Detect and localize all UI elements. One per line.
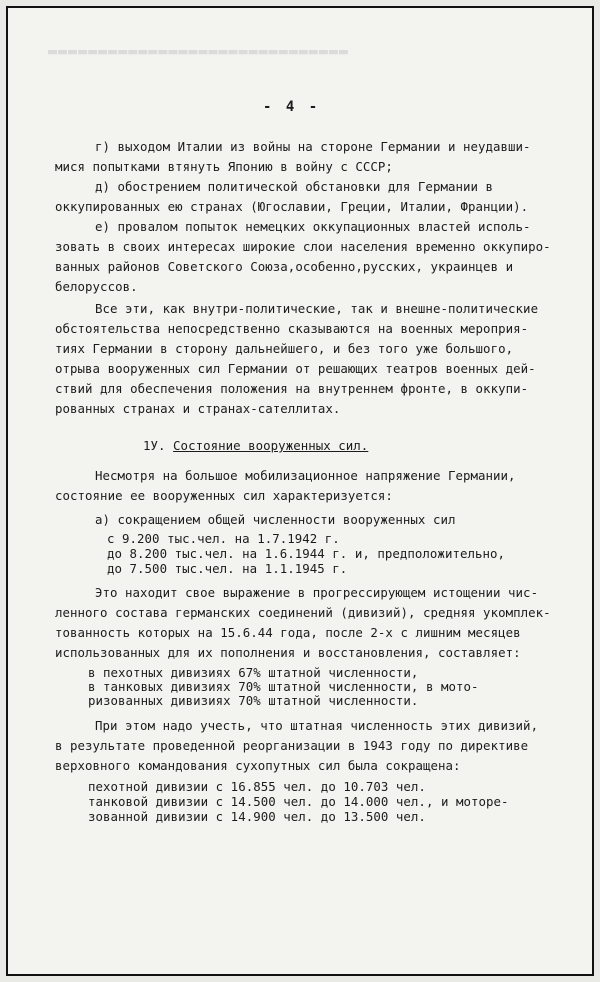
- depletion-line-4: использованных для их пополнения и восстановления, составляет:: [55, 645, 521, 660]
- document-page: [6, 6, 594, 976]
- reduction-line-2: танковой дивизии с 14.500 чел. до 14.000 чел., и моторе-: [88, 794, 509, 809]
- staffing-line-2: в танковых дивизиях 70% штатной численности, в мото-: [88, 679, 479, 694]
- item-e-line-3: ванных районов Советского Союза,особенно,русских, украинцев и: [55, 259, 514, 274]
- item-e-line-1: е) провалом попыток немецких оккупационных властей исполь-: [95, 219, 531, 234]
- summary-line-4: отрыва вооруженных сил Германии от решающих театров военных дей-: [55, 361, 536, 376]
- reduction-line-3: зованной дивизии с 14.900 чел. до 13.500 чел.: [88, 809, 426, 824]
- section-heading: [143, 440, 368, 452]
- staffing-line-3: ризованных дивизиях 70% штатной численности.: [88, 693, 419, 708]
- section-title: Состояние вооруженных сил.: [173, 438, 369, 453]
- depletion-line-2: ленного состава германских соединений (дивизий), средняя укомплек-: [55, 605, 551, 620]
- reorg-line-3: верховного командования сухопутных сил была сокращена:: [55, 758, 461, 773]
- item-d-line-1: д) обострением политической обстановки для Германии в: [95, 179, 494, 194]
- show-through-text: ▬▬▬▬▬▬▬▬▬▬▬▬▬▬▬▬▬▬▬▬▬▬▬▬▬▬▬▬▬▬: [48, 42, 349, 60]
- depletion-line-3: тованность которых на 15.6.44 года, после 2-х с лишним месяцев: [55, 625, 521, 640]
- page-number: - 4 -: [263, 99, 321, 115]
- summary-line-5: ствий для обеспечения положения на внутреннем фронте, в оккупи-: [55, 381, 529, 396]
- item-e-line-2: зовать в своих интересах широкие слои населения временно оккупиро-: [55, 239, 551, 254]
- reorg-line-2: в результате проведенной реорганизации в 1943 году по директиве: [55, 738, 529, 753]
- strength-line-2: до 8.200 тыс.чел. на 1.6.1944 г. и, предположительно,: [107, 546, 506, 561]
- item-a-line: а) сокращением общей численности вооруженных сил: [95, 512, 456, 527]
- item-e-line-4: белоруссов.: [55, 279, 138, 294]
- intro-line-1: Несмотря на большое мобилизационное напряжение Германии,: [95, 468, 516, 483]
- summary-line-6: рованных странах и странах-сателлитах.: [55, 401, 341, 416]
- item-g-line-1: г) выходом Италии из войны на стороне Германии и неудавши-: [95, 139, 531, 154]
- summary-line-2: обстоятельства непосредственно сказываются на военных мероприя-: [55, 321, 529, 336]
- summary-line-3: тиях Германии в сторону дальнейшего, и без того уже большого,: [55, 341, 514, 356]
- strength-line-1: с 9.200 тыс.чел. на 1.7.1942 г.: [107, 531, 340, 546]
- reduction-line-1: пехотной дивизии с 16.855 чел. до 10.703 чел.: [88, 779, 426, 794]
- item-g-line-2: мися попытками втянуть Японию в войну с СССР;: [55, 159, 393, 174]
- reorg-line-1: При этом надо учесть, что штатная численность этих дивизий,: [95, 718, 539, 733]
- section-number: 1У.: [143, 438, 166, 453]
- depletion-line-1: Это находит свое выражение в прогрессирующем истощении чис-: [95, 585, 539, 600]
- summary-line-1: Все эти, как внутри-политические, так и внешне-политические: [95, 301, 539, 316]
- strength-line-3: до 7.500 тыс.чел. на 1.1.1945 г.: [107, 561, 348, 576]
- intro-line-2: состояние ее вооруженных сил характеризуется:: [55, 488, 393, 503]
- staffing-line-1: в пехотных дивизиях 67% штатной численности,: [88, 665, 419, 680]
- item-d-line-2: оккупированных ею странах (Югославии, Греции, Италии, Франции).: [55, 199, 529, 214]
- page-content: [8, 8, 592, 974]
